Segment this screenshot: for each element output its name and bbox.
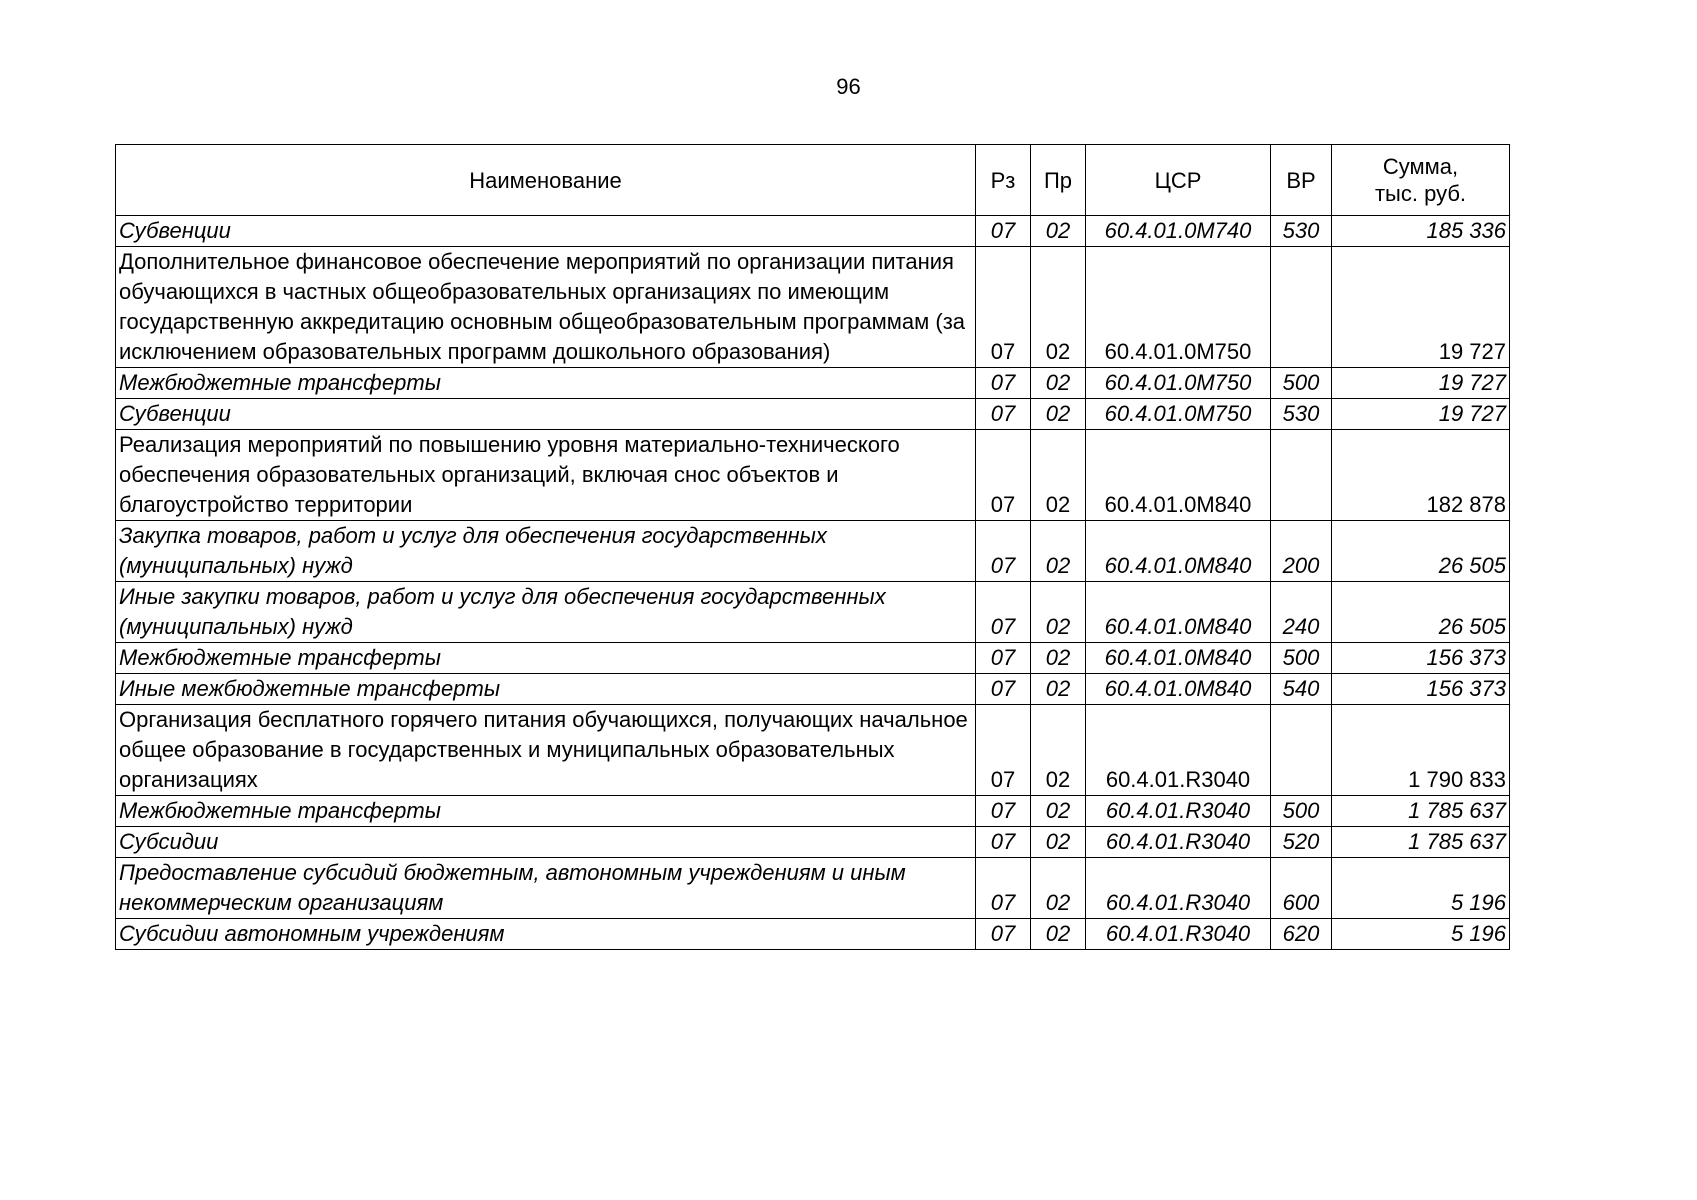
row-rz: 07 (976, 705, 1031, 796)
row-pr: 02 (1031, 216, 1086, 247)
row-sum: 5 196 (1332, 858, 1510, 919)
table-row (116, 643, 1510, 674)
row-rz: 07 (976, 858, 1031, 919)
row-csr: 60.4.01.0М750 (1086, 368, 1271, 399)
row-pr: 02 (1031, 247, 1086, 368)
row-rz: 07 (976, 430, 1031, 521)
row-name: Иные межбюджетные трансферты (116, 674, 976, 705)
row-vr: 240 (1271, 582, 1332, 643)
row-vr (1271, 430, 1332, 521)
row-pr: 02 (1031, 796, 1086, 827)
row-sum: 156 373 (1332, 643, 1510, 674)
header-vr: ВР (1271, 145, 1332, 216)
row-rz: 07 (976, 796, 1031, 827)
row-rz: 07 (976, 919, 1031, 950)
row-name: Субвенции (116, 216, 976, 247)
row-sum: 1 785 637 (1332, 827, 1510, 858)
table-row (116, 399, 1510, 430)
row-sum: 19 727 (1332, 247, 1510, 368)
row-rz: 07 (976, 216, 1031, 247)
row-rz: 07 (976, 368, 1031, 399)
row-name: Предоставление субсидий бюджетным, автономным учреждениям и иным некоммерческим организациям (116, 858, 976, 919)
row-pr: 02 (1031, 858, 1086, 919)
row-pr: 02 (1031, 430, 1086, 521)
row-vr (1271, 705, 1332, 796)
table-row (116, 796, 1510, 827)
table-row (116, 674, 1510, 705)
row-vr: 500 (1271, 796, 1332, 827)
row-rz: 07 (976, 827, 1031, 858)
table-row (116, 705, 1510, 796)
row-vr: 540 (1271, 674, 1332, 705)
row-rz: 07 (976, 521, 1031, 582)
row-pr: 02 (1031, 368, 1086, 399)
table-row (116, 430, 1510, 521)
row-pr: 02 (1031, 674, 1086, 705)
header-name: Наименование (116, 145, 976, 216)
row-pr: 02 (1031, 643, 1086, 674)
header-pr: Пр (1031, 145, 1086, 216)
table-row (116, 582, 1510, 643)
row-csr: 60.4.01.0М740 (1086, 216, 1271, 247)
row-csr: 60.4.01.0М840 (1086, 582, 1271, 643)
row-csr: 60.4.01.R3040 (1086, 796, 1271, 827)
row-name: Межбюджетные трансферты (116, 643, 976, 674)
row-pr: 02 (1031, 705, 1086, 796)
row-csr: 60.4.01.R3040 (1086, 919, 1271, 950)
row-sum: 5 196 (1332, 919, 1510, 950)
row-name: Межбюджетные трансферты (116, 368, 976, 399)
header-csr: ЦСР (1086, 145, 1271, 216)
row-csr: 60.4.01.R3040 (1086, 827, 1271, 858)
table-row (116, 216, 1510, 247)
row-rz: 07 (976, 643, 1031, 674)
row-vr: 520 (1271, 827, 1332, 858)
table-row (116, 368, 1510, 399)
table-row (116, 858, 1510, 919)
row-name: Закупка товаров, работ и услуг для обеспечения государственных (муниципальных) нужд (116, 521, 976, 582)
row-name: Дополнительное финансовое обеспечение мероприятий по организации питания обучающихся в частных общеобразовательных организациях по имеющим государственную аккредитацию основным общеобразовательным программам (за исключением образовательных программ дошкольного образования) (116, 247, 976, 368)
header-sum: Сумма, тыс. руб. (1332, 145, 1510, 216)
row-vr (1271, 247, 1332, 368)
row-sum: 19 727 (1332, 368, 1510, 399)
row-csr: 60.4.01.0М750 (1086, 399, 1271, 430)
row-vr: 600 (1271, 858, 1332, 919)
row-csr: 60.4.01.0М750 (1086, 247, 1271, 368)
row-sum: 26 505 (1332, 521, 1510, 582)
row-sum: 185 336 (1332, 216, 1510, 247)
row-vr: 200 (1271, 521, 1332, 582)
row-sum: 26 505 (1332, 582, 1510, 643)
row-sum: 1 790 833 (1332, 705, 1510, 796)
row-rz: 07 (976, 247, 1031, 368)
row-pr: 02 (1031, 582, 1086, 643)
row-name: Иные закупки товаров, работ и услуг для обеспечения государственных (муниципальных) нужд (116, 582, 976, 643)
row-vr: 500 (1271, 643, 1332, 674)
row-name: Субсидии автономным учреждениям (116, 919, 976, 950)
row-sum: 156 373 (1332, 674, 1510, 705)
header-rz: Рз (976, 145, 1031, 216)
table-row (116, 919, 1510, 950)
row-csr: 60.4.01.R3040 (1086, 705, 1271, 796)
row-vr: 500 (1271, 368, 1332, 399)
table-row (116, 827, 1510, 858)
row-sum: 1 785 637 (1332, 796, 1510, 827)
row-vr: 620 (1271, 919, 1332, 950)
row-vr: 530 (1271, 216, 1332, 247)
budget-table (115, 144, 1510, 950)
row-name: Реализация мероприятий по повышению уровня материально-технического обеспечения образовательных организаций, включая снос объектов и благоустройство территории (116, 430, 976, 521)
page-number: 96 (836, 74, 861, 99)
table-row (116, 521, 1510, 582)
row-csr: 60.4.01.0М840 (1086, 674, 1271, 705)
row-vr: 530 (1271, 399, 1332, 430)
row-pr: 02 (1031, 827, 1086, 858)
row-name: Субсидии (116, 827, 976, 858)
row-sum: 182 878 (1332, 430, 1510, 521)
row-name: Субвенции (116, 399, 976, 430)
row-rz: 07 (976, 399, 1031, 430)
row-csr: 60.4.01.0М840 (1086, 430, 1271, 521)
row-sum: 19 727 (1332, 399, 1510, 430)
row-csr: 60.4.01.0М840 (1086, 521, 1271, 582)
row-csr: 60.4.01.0М840 (1086, 643, 1271, 674)
row-pr: 02 (1031, 919, 1086, 950)
row-csr: 60.4.01.R3040 (1086, 858, 1271, 919)
row-name: Организация бесплатного горячего питания обучающихся, получающих начальное общее образование в государственных и муниципальных образовательных организациях (116, 705, 976, 796)
table-header-row (116, 145, 1510, 216)
row-pr: 02 (1031, 521, 1086, 582)
row-rz: 07 (976, 582, 1031, 643)
row-name: Межбюджетные трансферты (116, 796, 976, 827)
row-pr: 02 (1031, 399, 1086, 430)
row-rz: 07 (976, 674, 1031, 705)
table-row (116, 247, 1510, 368)
